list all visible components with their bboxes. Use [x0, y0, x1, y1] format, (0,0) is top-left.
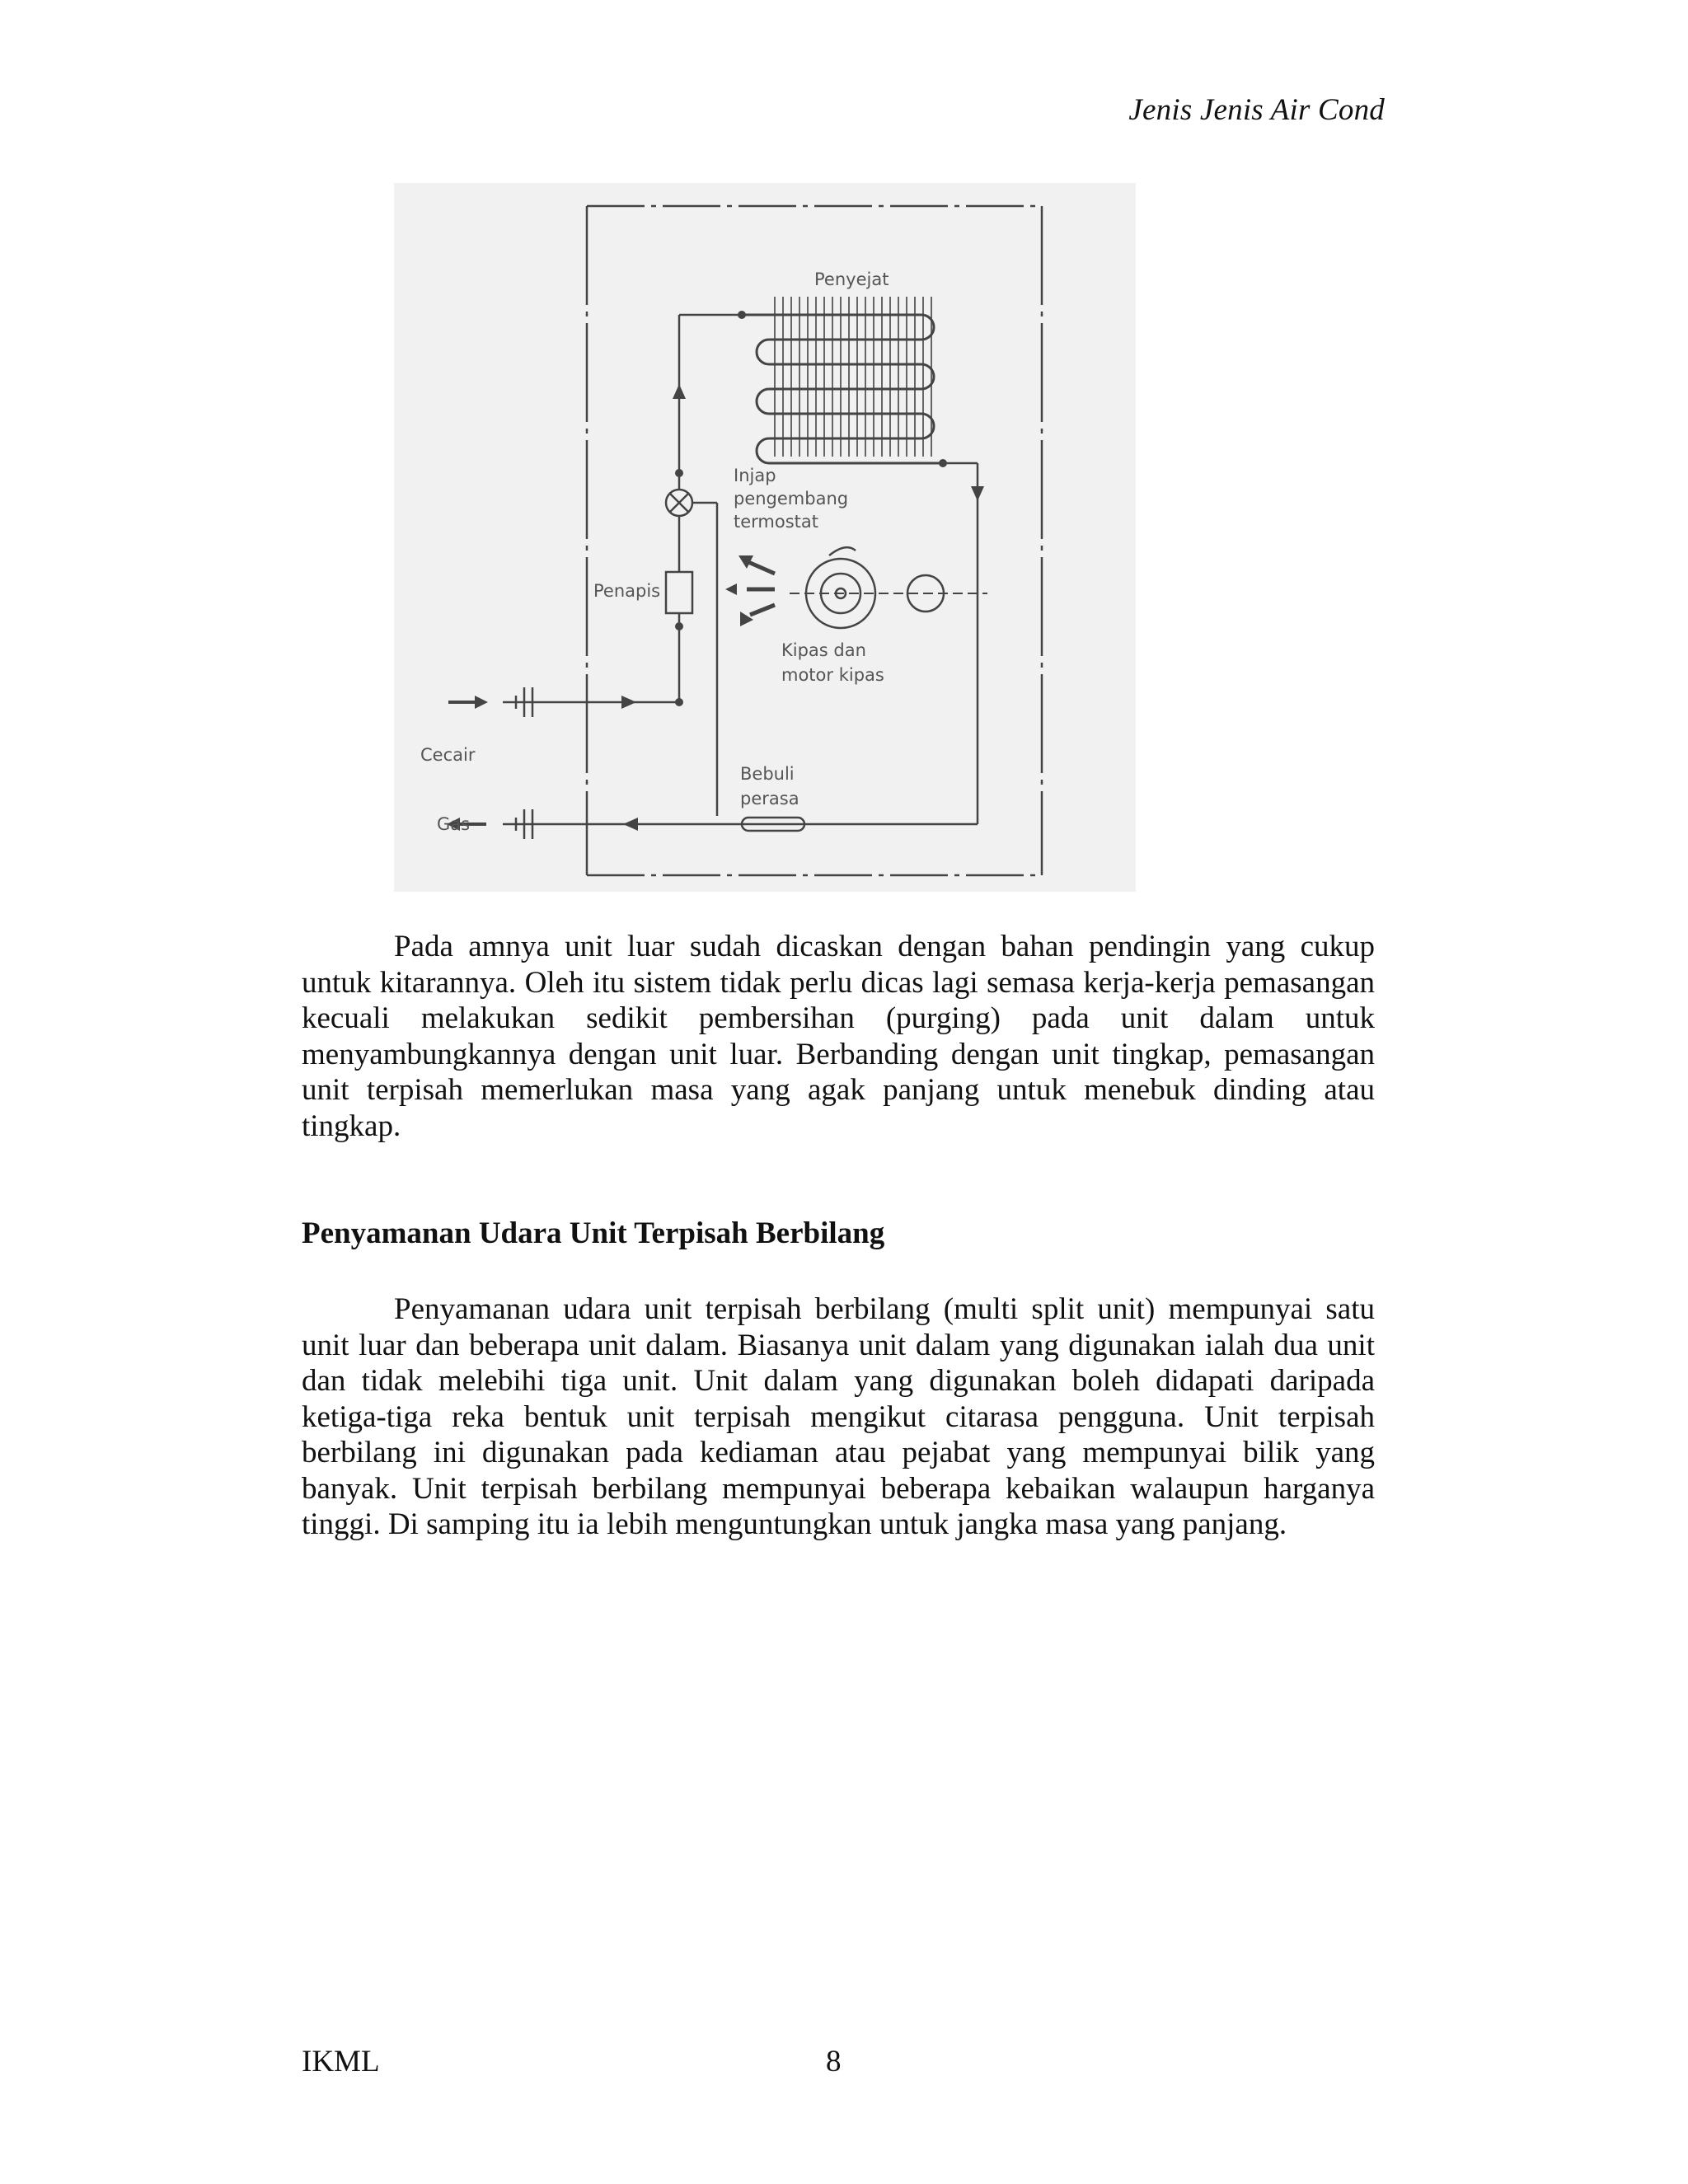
paragraph-1	[302, 929, 1375, 1144]
section-heading: Penyamanan Udara Unit Terpisah Berbilang	[302, 1216, 885, 1250]
footer-label: IKML	[302, 2045, 380, 2079]
page-number: 8	[826, 2045, 842, 2079]
label-filter: Penapis	[593, 581, 661, 601]
paragraph-2	[302, 1291, 1375, 1543]
label-gas: Gas	[437, 814, 471, 834]
label-valve-2: pengembang	[734, 489, 849, 509]
label-bulb-2: perasa	[740, 789, 799, 808]
label-fan-2: motor kipas	[781, 665, 884, 685]
label-bulb-1: Bebuli	[740, 764, 795, 784]
paragraph-2-text: Penyamanan udara unit terpisah berbilang (multi split unit) mempunyai satu unit luar dan beberapa unit dalam. Biasanya unit dalam yang digunakan ialah dua unit dan tidak melebihi tiga unit. Unit dalam yang digunakan boleh didapati daripada ketiga-tiga reka bentuk unit terpisah mengikut citarasa pengguna. Unit terpisah berbilang ini digunakan pada kediaman atau pejabat yang mempunyai bilik yang banyak. Unit terpisah berbilang mempunyai beberapa kebaikan walaupun harganya tinggi. Di samping itu ia lebih menguntungkan untuk jangka masa yang panjang.	[302, 1292, 1375, 1541]
label-liquid: Cecair	[420, 745, 476, 765]
paragraph-1-text: Pada amnya unit luar sudah dicaskan dengan bahan pendingin yang cukup untuk kitarannya. Oleh itu sistem tidak perlu dicas lagi semasa kerja-kerja pemasangan kecuali melakukan sedikit pembersihan (purging) pada unit dalam untuk menyambungkannya dengan unit luar. Berbanding dengan unit tingkap, pemasangan unit terpisah memerlukan masa yang agak panjang untuk menebuk dinding atau tingkap.	[302, 930, 1375, 1143]
split-unit-indoor-diagram	[394, 183, 1136, 892]
label-condenser: Penyejat	[814, 269, 889, 289]
label-fan-1: Kipas dan	[781, 640, 866, 660]
running-header: Jenis Jenis Air Cond	[1128, 93, 1385, 127]
label-valve-1: Injap	[734, 466, 776, 485]
label-valve-3: termostat	[734, 512, 819, 532]
